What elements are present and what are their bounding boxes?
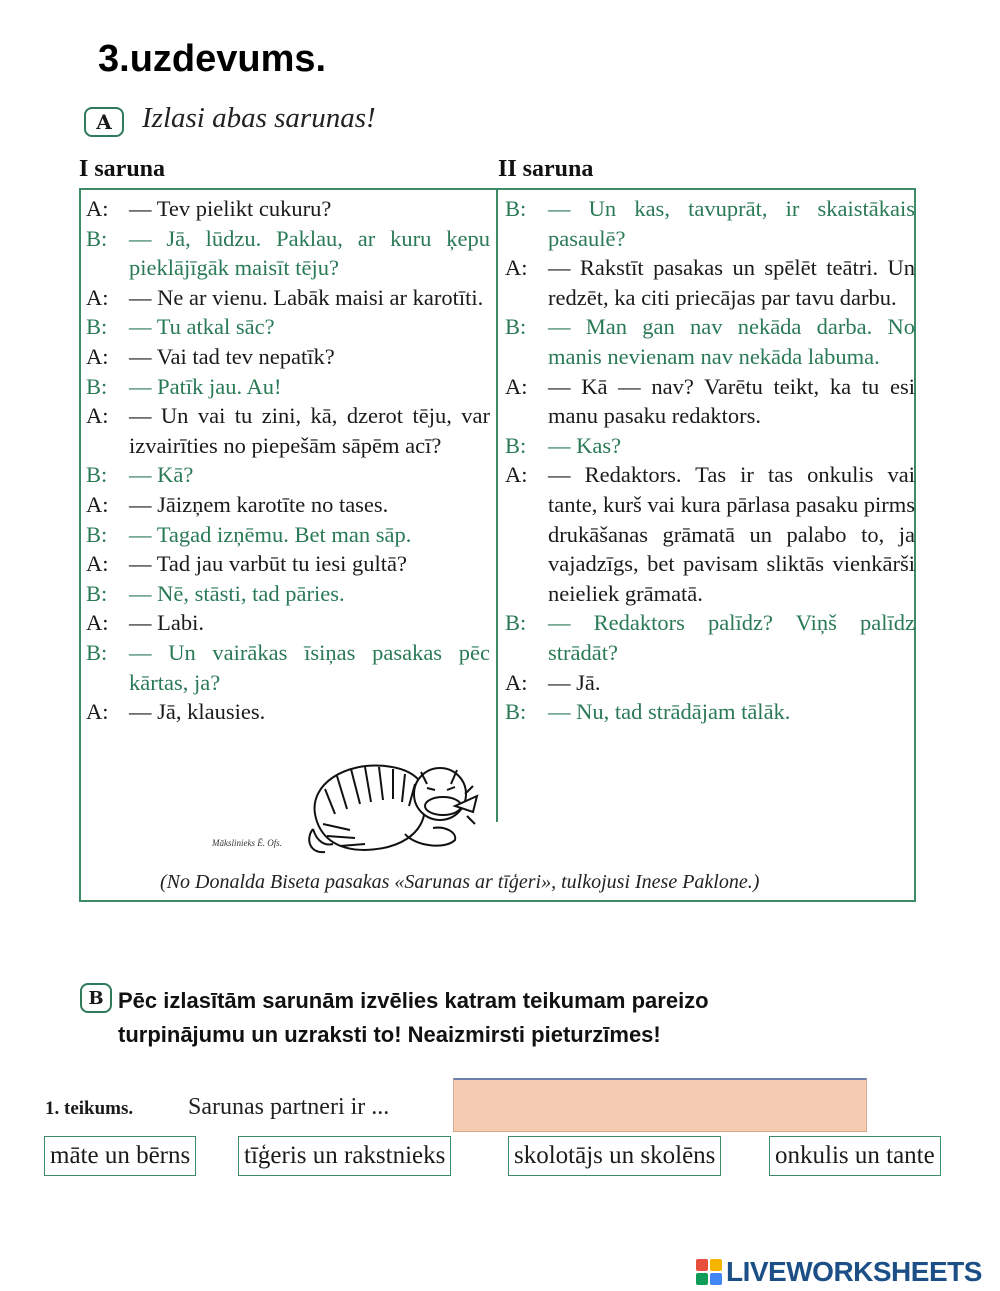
speaker-label: A: bbox=[86, 610, 109, 636]
speaker-label: A: bbox=[86, 403, 109, 429]
option-onkulis-un-tante[interactable]: onkulis un tante bbox=[769, 1136, 941, 1176]
section-a-badge: A bbox=[84, 107, 124, 137]
dialog-line bbox=[505, 194, 915, 253]
page-title: 3.uzdevums. bbox=[98, 38, 327, 80]
dialog-text: — Jā. bbox=[548, 669, 601, 695]
dialog-text: — Kas? bbox=[548, 432, 622, 458]
dialog-line bbox=[86, 342, 490, 372]
brand-text: LIVEWORKSHEETS bbox=[726, 1256, 982, 1287]
artist-credit: Mākslinieks Ē. Ofs. bbox=[212, 838, 282, 848]
dialog-text: — Kā? bbox=[129, 462, 194, 488]
source-citation: (No Donalda Biseta pasakas «Sarunas ar tīģeri», tulkojusi Inese Paklone.) bbox=[160, 871, 760, 893]
dialog2-heading: II saruna bbox=[498, 156, 594, 182]
dialog-line bbox=[86, 224, 490, 283]
dialog-text: — Rakstīt pasakas un spēlēt teātri. Un redzēt, ka citi priecājas par tavu darbu. bbox=[548, 255, 915, 310]
answer-field[interactable] bbox=[453, 1078, 867, 1132]
dialog-text: — Redaktors. Tas ir tas onkulis vai tante, kurš vai kura pārlasa pasaku pirms drukāšanas grāmatā un palabo to, ja vajadzīgs, bet pavisam sliktās vienkārši neieliek grāmatā. bbox=[548, 462, 915, 606]
section-b-instruction-line1: Pēc izlasītām sarunām izvēlies katram teikumam pareizo bbox=[118, 988, 709, 1013]
dialog-line bbox=[86, 401, 490, 460]
speaker-label: B: bbox=[86, 225, 108, 251]
dialog-text: — Un kas, tavuprāt, ir skaistākais pasaulē? bbox=[548, 196, 915, 251]
logo-tile bbox=[696, 1259, 708, 1271]
speaker-label: A: bbox=[86, 699, 109, 725]
dialog-2 bbox=[505, 194, 915, 727]
dialog-text: — Jā, klausies. bbox=[129, 699, 266, 725]
speaker-label: A: bbox=[86, 343, 109, 369]
logo-tile bbox=[710, 1273, 722, 1285]
section-b-badge: B bbox=[80, 983, 112, 1013]
dialog-line bbox=[86, 549, 490, 579]
speaker-label: B: bbox=[505, 432, 527, 458]
speaker-label: B: bbox=[86, 373, 108, 399]
dialog-text: — Tad jau varbūt tu iesi gultā? bbox=[129, 551, 407, 577]
sentence-text: Sarunas partneri ir ... bbox=[188, 1094, 390, 1120]
dialog-text: — Tagad izņēmu. Bet man sāp. bbox=[129, 521, 412, 547]
section-b-instruction-line2: turpinājumu un uzraksti to! Neaizmirsti pieturzīmes! bbox=[118, 1022, 661, 1047]
speaker-label: A: bbox=[505, 462, 528, 488]
dialog-line bbox=[86, 638, 490, 697]
speaker-label: B: bbox=[505, 314, 527, 340]
dialog-text: — Labi. bbox=[129, 610, 204, 636]
dialog-line bbox=[505, 608, 915, 667]
speaker-label: B: bbox=[505, 699, 527, 725]
dialog-line bbox=[505, 431, 915, 461]
dialog-line bbox=[505, 697, 915, 727]
dialog-line bbox=[86, 194, 490, 224]
dialog-line bbox=[86, 312, 490, 342]
dialog-text: — Ne ar vienu. Labāk maisi ar karotīti. bbox=[129, 284, 484, 310]
dialog-line bbox=[86, 520, 490, 550]
speaker-label: A: bbox=[86, 284, 109, 310]
dialog-line bbox=[86, 460, 490, 490]
dialog-line bbox=[86, 608, 490, 638]
tiger-illustration bbox=[305, 754, 485, 859]
dialog-line bbox=[505, 668, 915, 698]
dialog-text: — Vai tad tev nepatīk? bbox=[129, 343, 335, 369]
speaker-label: A: bbox=[505, 255, 528, 281]
speaker-label: B: bbox=[86, 639, 108, 665]
speaker-label: A: bbox=[505, 669, 528, 695]
speaker-label: A: bbox=[505, 373, 528, 399]
speaker-label: A: bbox=[86, 196, 109, 221]
logo-tile bbox=[696, 1273, 708, 1285]
dialog-line bbox=[505, 253, 915, 312]
dialog-line bbox=[505, 372, 915, 431]
dialog-text: — Tev pielikt cukuru? bbox=[129, 196, 332, 221]
dialog-text: — Redaktors palīdz? Viņš palīdz strādāt? bbox=[548, 610, 915, 665]
dialog-text: — Jā, lūdzu. Paklau, ar kuru ķepu pieklājīgāk maisīt tēju? bbox=[129, 225, 490, 281]
speaker-label: B: bbox=[505, 196, 527, 221]
dialog-line bbox=[86, 579, 490, 609]
dialog-text: — Nu, tad strādājam tālāk. bbox=[548, 699, 791, 725]
dialog-text: — Man gan nav nekāda darba. No manis nevienam nav nekāda labuma. bbox=[548, 314, 915, 369]
dialog-line bbox=[505, 312, 915, 371]
section-a-instruction: Izlasi abas sarunas! bbox=[142, 102, 376, 134]
column-divider bbox=[496, 188, 498, 822]
liveworksheets-brand bbox=[696, 1256, 982, 1288]
section-b-instruction bbox=[118, 984, 878, 1052]
dialog-1 bbox=[86, 194, 490, 727]
dialog-line bbox=[86, 697, 490, 727]
dialog-text: — Kā — nav? Varētu teikt, ka tu esi manu pasaku redaktors. bbox=[548, 373, 915, 429]
option-mate-un-berns[interactable]: māte un bērns bbox=[44, 1136, 196, 1176]
option-tigeris-un-rakstnieks[interactable]: tīģeris un rakstnieks bbox=[238, 1136, 451, 1176]
option-skolotajs-un-skolens[interactable]: skolotājs un skolēns bbox=[508, 1136, 721, 1176]
speaker-label: B: bbox=[86, 314, 108, 340]
dialog-line bbox=[86, 283, 490, 313]
speaker-label: B: bbox=[86, 580, 108, 606]
speaker-label: A: bbox=[86, 551, 109, 577]
dialog-text: — Tu atkal sāc? bbox=[129, 314, 275, 340]
dialog-line bbox=[86, 490, 490, 520]
dialog-text: — Un vairākas īsiņas pasakas pēc kārtas, ja? bbox=[129, 639, 490, 695]
sentence-label: 1. teikums. bbox=[45, 1098, 134, 1119]
dialog1-heading: I saruna bbox=[79, 156, 166, 182]
logo-tile bbox=[710, 1259, 722, 1271]
dialog-text: — Un vai tu zini, kā, dzerot tēju, var izvairīties no piepešām sāpēm acī? bbox=[129, 403, 490, 458]
speaker-label: B: bbox=[505, 610, 527, 636]
speaker-label: B: bbox=[86, 521, 108, 547]
liveworksheets-logo-icon bbox=[696, 1259, 722, 1285]
dialog-text: — Jāizņem karotīte no tases. bbox=[129, 491, 389, 517]
dialog-line bbox=[505, 460, 915, 608]
dialog-line bbox=[86, 372, 490, 402]
dialog-text: — Patīk jau. Au! bbox=[129, 373, 282, 399]
dialog-text: — Nē, stāsti, tad pāries. bbox=[129, 580, 345, 606]
speaker-label: B: bbox=[86, 462, 108, 488]
speaker-label: A: bbox=[86, 491, 109, 517]
